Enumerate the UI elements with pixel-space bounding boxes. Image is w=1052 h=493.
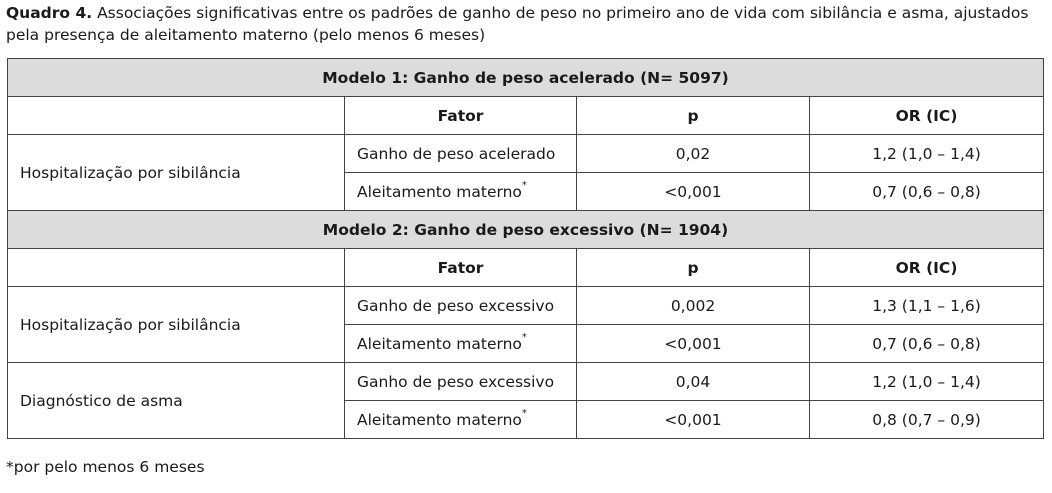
model-title-row [8,211,1044,249]
or-cell: 0,7 (0,6 – 0,8) [810,173,1044,211]
or-cell: 0,7 (0,6 – 0,8) [810,325,1044,363]
model-title: Modelo 2: Ganho de peso excessivo (N= 1904) [8,211,1044,249]
header-factor: Fator [345,97,577,135]
results-table [7,58,1044,439]
header-row [8,97,1044,135]
outcome-cell: Hospitalização por sibilância [8,287,345,363]
caption-label: Quadro 4. [6,4,93,22]
model-title-row [8,59,1044,97]
p-cell: 0,002 [577,287,810,325]
outcome-cell: Diagnóstico de asma [8,363,345,439]
table-footnote: *por pelo menos 6 meses [6,458,205,476]
factor-cell: Aleitamento materno* [345,401,577,439]
p-cell: <0,001 [577,401,810,439]
header-empty-cell [8,249,345,287]
p-cell: <0,001 [577,325,810,363]
header-p: p [577,97,810,135]
factor-cell: Ganho de peso excessivo [345,363,577,401]
or-cell: 1,2 (1,0 – 1,4) [810,363,1044,401]
p-cell: <0,001 [577,173,810,211]
factor-cell: Aleitamento materno* [345,325,577,363]
header-or: OR (IC) [810,249,1044,287]
model-title: Modelo 1: Ganho de peso acelerado (N= 5097) [8,59,1044,97]
table-row [8,287,1044,325]
p-cell: 0,04 [577,363,810,401]
header-factor: Fator [345,249,577,287]
or-cell: 0,8 (0,7 – 0,9) [810,401,1044,439]
p-cell: 0,02 [577,135,810,173]
factor-cell: Ganho de peso excessivo [345,287,577,325]
outcome-cell: Hospitalização por sibilância [8,135,345,211]
or-cell: 1,3 (1,1 – 1,6) [810,287,1044,325]
or-cell: 1,2 (1,0 – 1,4) [810,135,1044,173]
table-row [8,363,1044,401]
table-caption [6,2,1046,46]
header-row [8,249,1044,287]
header-empty-cell [8,97,345,135]
table-row [8,135,1044,173]
header-p: p [577,249,810,287]
header-or: OR (IC) [810,97,1044,135]
factor-cell: Aleitamento materno* [345,173,577,211]
caption-text: Associações significativas entre os padrões de ganho de peso no primeiro ano de vida com sibilância e asma, ajustados pela presença de aleitamento materno (pelo menos 6 meses) [6,4,1029,44]
factor-cell: Ganho de peso acelerado [345,135,577,173]
